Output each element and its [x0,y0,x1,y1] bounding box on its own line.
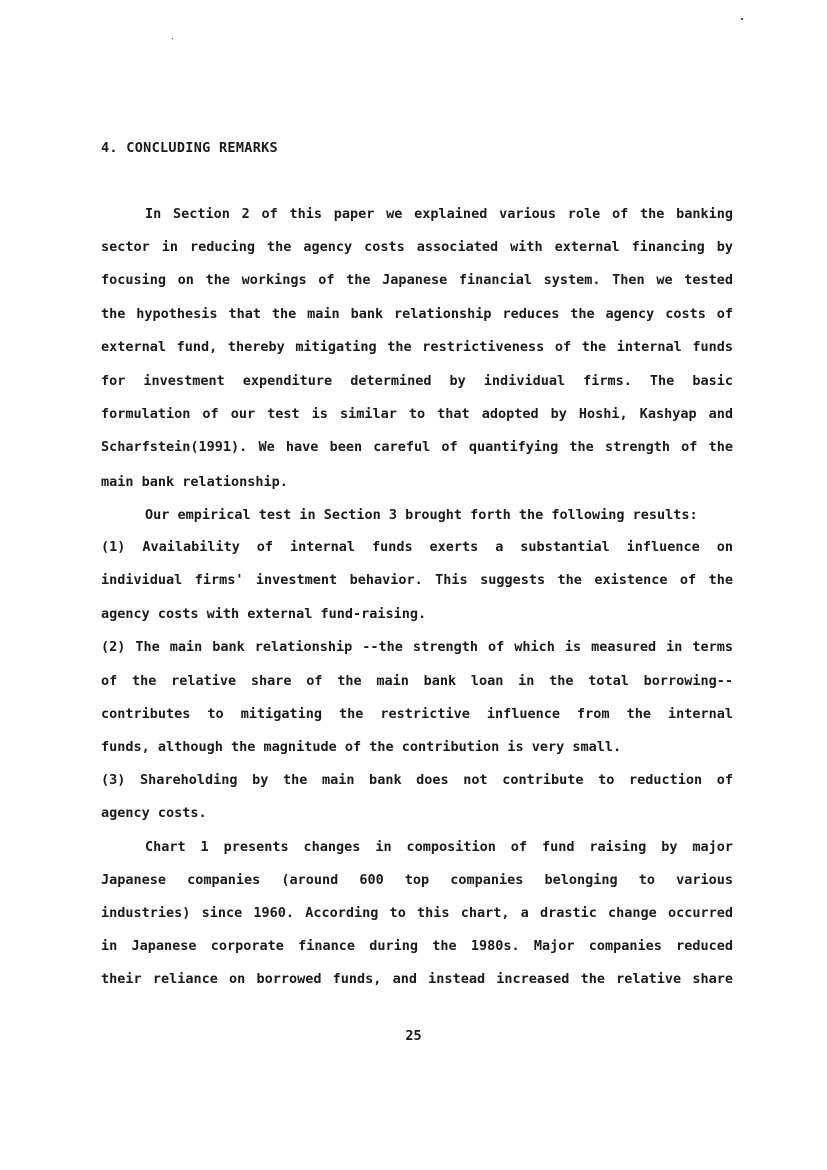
result-item-line: (2) The main bank relationship --the strength of which is measured in terms [101,639,733,655]
page-number: 25 [405,1028,422,1044]
result-item-line: of the relative share of the main bank loan in the total borrowing-- [101,673,733,689]
paragraph-line: the hypothesis that the main bank relationship reduces the agency costs of [101,306,733,322]
section-heading: 4. CONCLUDING REMARKS [101,140,278,156]
paragraph-line: in Japanese corporate finance during the 1980s. Major companies reduced [101,938,733,954]
paragraph-line: their reliance on borrowed funds, and instead increased the relative share [101,971,733,987]
paragraph-line: formulation of our test is similar to that adopted by Hoshi, Kashyap and [101,406,733,422]
result-item-line: agency costs with external fund-raising. [101,606,427,622]
paragraph-line: external fund, thereby mitigating the restrictiveness of the internal funds [101,339,733,355]
paragraph-line: Our empirical test in Section 3 brought forth the following results: [145,507,698,523]
paragraph-line: sector in reducing the agency costs associated with external financing by [101,239,733,255]
result-item-line: funds, although the magnitude of the contribution is very small. [101,739,622,755]
paragraph-line: In Section 2 of this paper we explained various role of the banking [145,206,733,222]
paragraph-line: focusing on the workings of the Japanese financial system. Then we tested [101,272,733,288]
result-item-line: contributes to mitigating the restrictive influence from the internal [101,706,733,722]
scan-speck [741,18,743,20]
paragraph-line: main bank relationship. [101,474,288,490]
paragraph-line: Japanese companies (around 600 top companies belonging to various [101,872,733,888]
paragraph-line: industries) since 1960. According to this chart, a drastic change occurred [101,905,733,921]
result-item-line: individual firms' investment behavior. This suggests the existence of the [101,572,733,588]
result-item-line: (1) Availability of internal funds exerts a substantial influence on [101,539,733,555]
scan-speck [172,38,173,39]
paragraph-line: Chart 1 presents changes in composition of fund raising by major [145,839,733,855]
result-item-line: (3) Shareholding by the main bank does not contribute to reduction of [101,772,733,788]
result-item-line: agency costs. [101,805,207,821]
paragraph-line: for investment expenditure determined by individual firms. The basic [101,373,733,389]
paragraph-line: Scharfstein(1991). We have been careful of quantifying the strength of the [101,439,733,455]
